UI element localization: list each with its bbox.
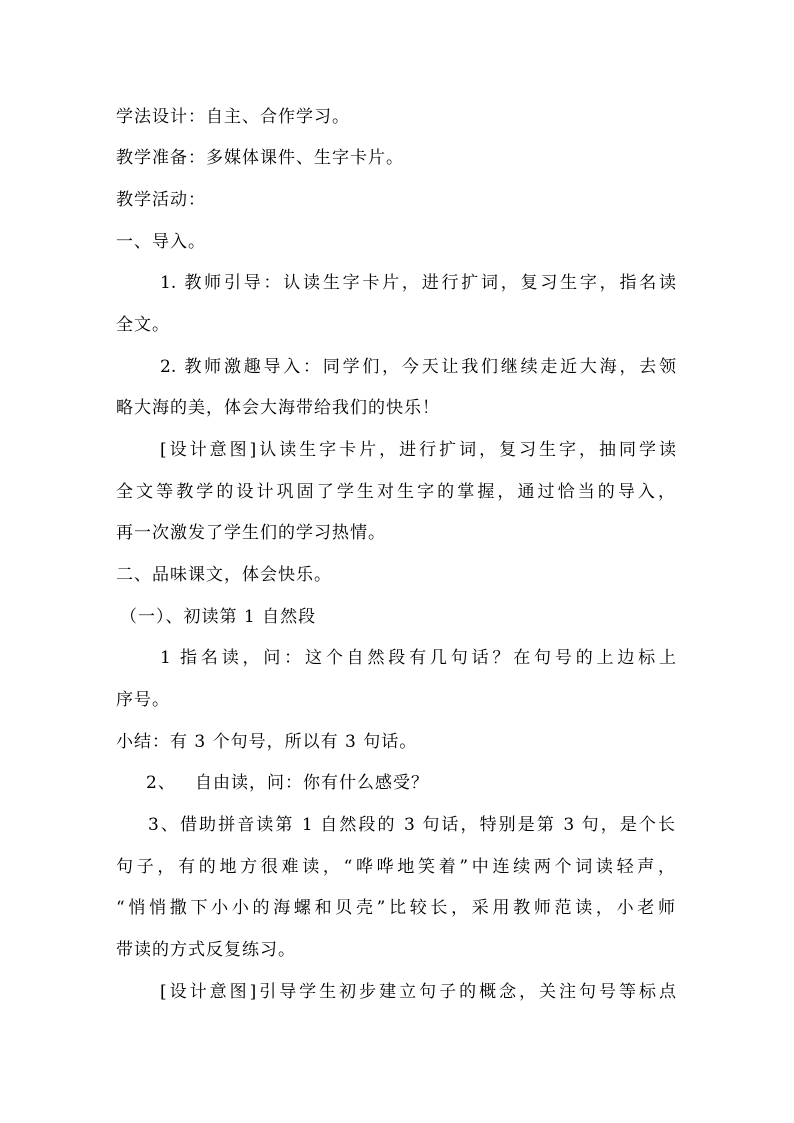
section-two-heading: 二、品味课文，体会快乐。 bbox=[116, 565, 332, 585]
design-intent-line: 再一次激发了学生们的学习热情。 bbox=[116, 523, 386, 543]
paragraph-line: “悄悄撒下小小的海螺和贝壳”比较长，采用教师范读，小老师 bbox=[116, 898, 675, 918]
paragraph-line: 2. 教师激趣导入：同学们，今天让我们继续走近大海，去领 bbox=[160, 357, 676, 377]
paragraph-line: 1. 教师引导：认读生字卡片，进行扩词，复习生字，指名读 bbox=[160, 273, 676, 293]
paragraph-line: 全文。 bbox=[116, 315, 170, 335]
subsection-heading: （一）、初读第 1 自然段 bbox=[120, 607, 317, 627]
paragraph-line: 序号。 bbox=[116, 690, 170, 710]
design-intent-line: 全文等教学的设计巩固了学生对生字的掌握，通过恰当的导入， bbox=[116, 482, 675, 502]
teaching-activities-heading: 教学活动： bbox=[116, 190, 206, 210]
design-intent-line: [设计意图]认读生字卡片，进行扩词，复习生字，抽同学读 bbox=[160, 440, 676, 460]
design-intent-line: [设计意图]引导学生初步建立句子的概念，关注句号等标点 bbox=[160, 982, 676, 1002]
paragraph-line: 3、借助拼音读第 1 自然段的 3 句话，特别是第 3 句，是个长 bbox=[148, 815, 675, 835]
paragraph-line: 句子，有的地方很难读，“哗哗地笑着”中连续两个词读轻声， bbox=[116, 857, 675, 877]
summary-line: 小结：有 3 个句号，所以有 3 句话。 bbox=[116, 732, 418, 752]
paragraph-line: 1 指名读，问：这个自然段有几句话？在句号的上边标上 bbox=[160, 648, 676, 668]
teaching-preparation-line: 教学准备：多媒体课件、生字卡片。 bbox=[116, 148, 404, 168]
section-one-heading: 一、导入。 bbox=[116, 232, 206, 252]
paragraph-line: 2、 自由读，问：你有什么感受？ bbox=[146, 773, 430, 793]
paragraph-line: 带读的方式反复练习。 bbox=[116, 940, 296, 960]
method-design-line: 学法设计：自主、合作学习。 bbox=[116, 107, 350, 127]
paragraph-line: 略大海的美，体会大海带给我们的快乐！ bbox=[116, 398, 440, 418]
